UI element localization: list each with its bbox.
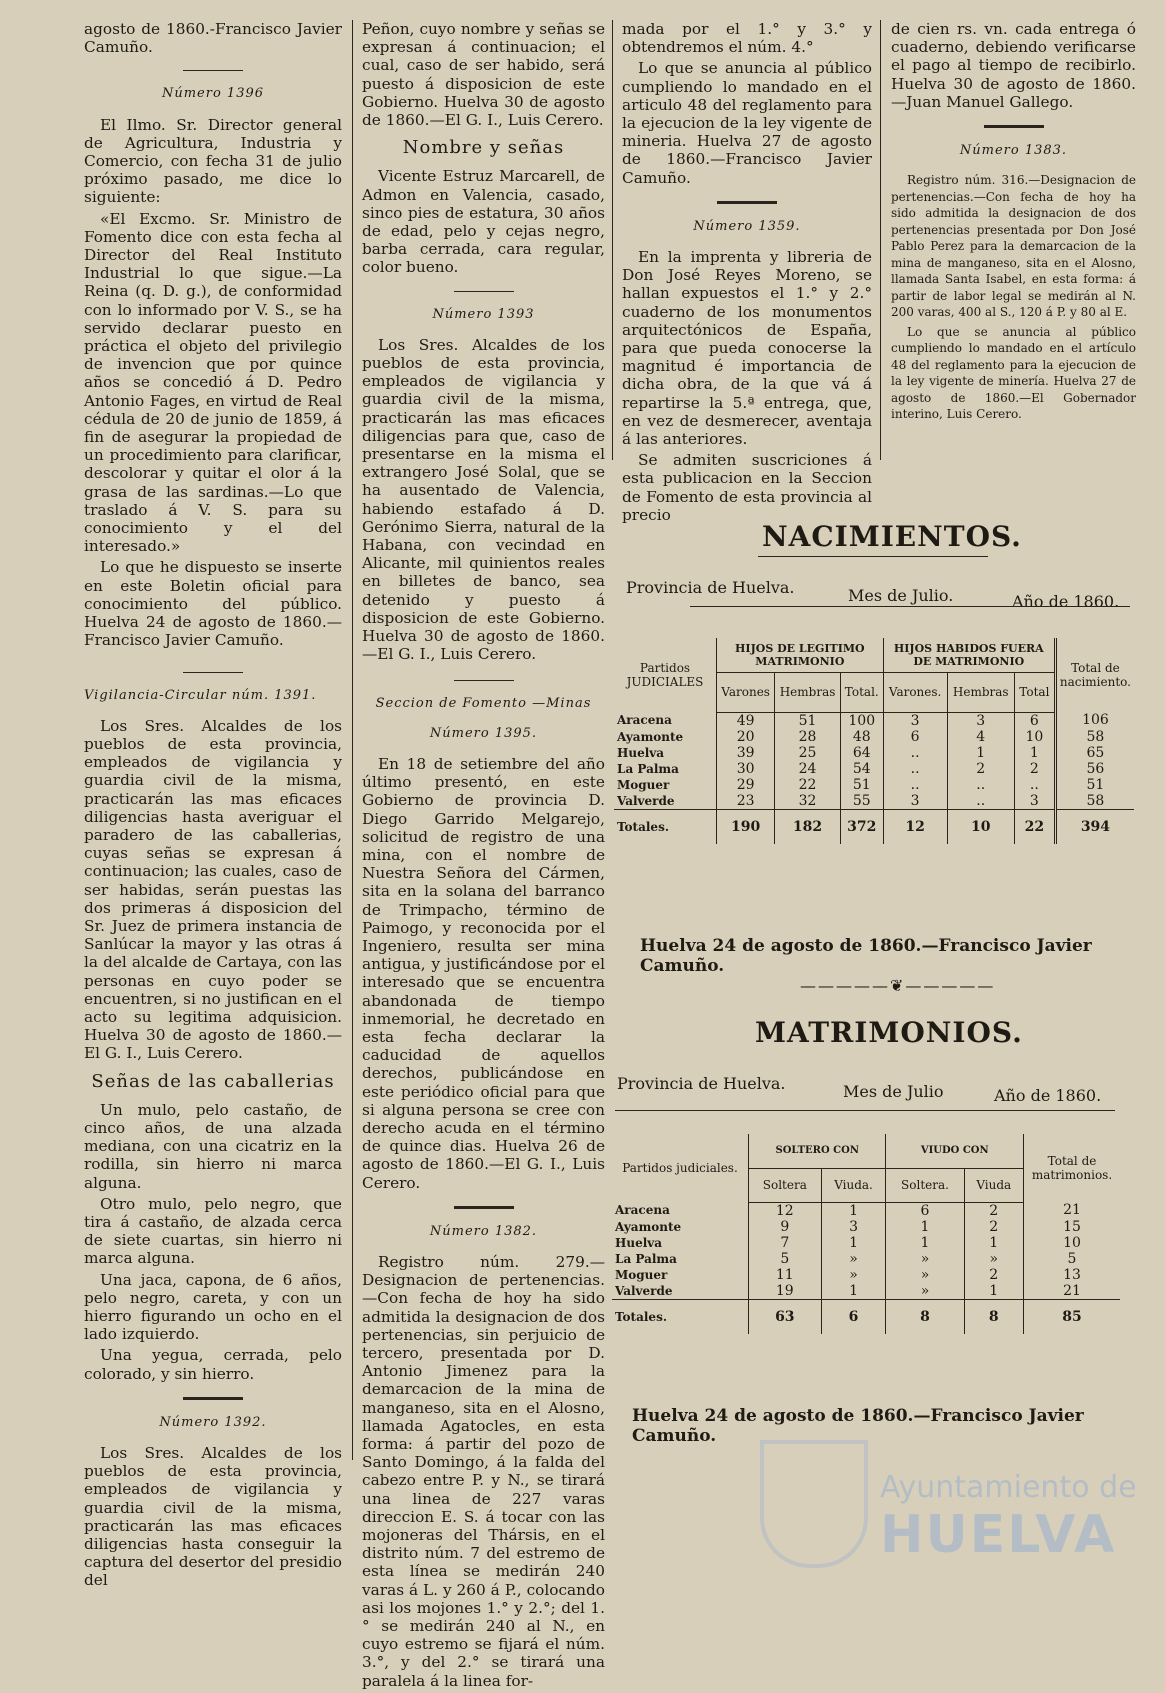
sub-header: Viuda. xyxy=(821,1168,886,1202)
notice-number: Número 1382. xyxy=(429,1223,538,1239)
births-title: NACIMIENTOS. xyxy=(762,520,1022,553)
row-label: Valverde xyxy=(615,1283,673,1298)
table-cell: 29 xyxy=(717,777,775,793)
watermark-line2: HUELVA xyxy=(880,1505,1117,1565)
paragraph: Los Sres. Alcaldes de los pueblos de esta provincia, empleados de vigilancia y guardia civil de la misma, practicarán las mas eficaces diligencias para que, caso de presentarse en la misma el extrangero José Solal, que se ha ausentado de Valencia, habiendo estafado á D. Gerónimo Sierra, natural de la Habana, con vecindad en Alicante, mil quinientos reales en billetes de banco, sea detenido y puesto á disposicion de este Gobierno. Huelva 30 de agosto de 1860. —El G. I., Luis Cerero. xyxy=(362,335,605,664)
table-cell: 9 xyxy=(749,1219,822,1235)
table-cell: .. xyxy=(947,777,1014,793)
table-cell: 182 xyxy=(775,809,841,844)
column-rule xyxy=(612,20,613,460)
paragraph: Vicente Estruz Marcarell, de Admon en Valencia, casado, sinco pies de estatura, 30 años de edad, pelo y cejas negro, barba cerrada, cara regular, color bueno. xyxy=(362,167,605,277)
table-cell: 6 xyxy=(883,729,947,745)
table-cell: 32 xyxy=(775,793,841,810)
table-cell: 85 xyxy=(1024,1299,1121,1334)
table-row xyxy=(612,1251,1120,1267)
table-cell: 190 xyxy=(717,809,775,844)
sub-header: Soltera xyxy=(749,1168,822,1202)
table-cell: 10 xyxy=(947,809,1014,844)
table-cell: 21 xyxy=(1024,1283,1121,1300)
row-label: Ayamonte xyxy=(615,1219,682,1234)
row-label: La Palma xyxy=(615,1251,677,1266)
notice-number: Vigilancia-Circular núm. 1391. xyxy=(84,687,317,703)
table-cell: 20 xyxy=(717,729,775,745)
paragraph: de cien rs. vn. cada entrega ó cuaderno, debiendo verificarse el pago al tiempo de recibirlo. Huelva 30 de agosto de 1860.—Juan Manuel Gallego. xyxy=(891,20,1136,111)
table-cell: 1 xyxy=(821,1235,886,1251)
column-rule xyxy=(880,20,881,460)
section-subheading: Señas de las caballerias xyxy=(91,1070,335,1092)
row-label: Moguer xyxy=(617,777,670,792)
column-rule xyxy=(352,20,353,1460)
marriages-table xyxy=(612,1134,1120,1334)
divider xyxy=(454,680,514,681)
sub-header: Hembras xyxy=(947,672,1014,712)
table-cell: 21 xyxy=(1024,1202,1121,1219)
paragraph: En la imprenta y libreria de Don José Reyes Moreno, se hallan expuestos el 1.° y 2.° cuaderno de los monumentos arquitectónicos de España, para que pueda conocerse la magnitud é importancia de dicha obra, de la que vá á repartirse la 5.ª entrega, que, en vez de desmerecer, aventaja á las anteriores. xyxy=(622,248,872,449)
row-label: Totales. xyxy=(614,809,717,844)
col-header-outside: HIJOS HABIDOS FUERA DE MATRIMONIO xyxy=(883,638,1055,672)
divider xyxy=(984,125,1044,128)
table-cell: 3 xyxy=(947,712,1014,729)
table-cell: 54 xyxy=(840,761,883,777)
header-rule xyxy=(690,606,1130,607)
table-cell: 1 xyxy=(886,1235,964,1251)
province-label: Provincia de Huelva. xyxy=(617,1074,786,1093)
province-label: Provincia de Huelva. xyxy=(626,578,795,597)
column-2 xyxy=(362,20,605,1693)
sub-header: Total. xyxy=(840,672,883,712)
table-cell: 5 xyxy=(749,1251,822,1267)
paragraph: Lo que se anuncia al público cumpliendo lo mandado en el articulo 48 del reglamento para la ejecucion de la ley vigente de mineria. Huelva 27 de agosto de 1860.—Francisco Javier Camuño. xyxy=(622,59,872,187)
table-cell: » xyxy=(821,1251,886,1267)
notice-number: Número 1392. xyxy=(159,1414,267,1430)
table-cell: 23 xyxy=(717,793,775,810)
col-header-single: SOLTERO CON xyxy=(749,1134,886,1168)
table-cell: 1 xyxy=(821,1283,886,1300)
totals-row xyxy=(614,809,1134,844)
table-cell: 2 xyxy=(964,1219,1024,1235)
sub-header: Viuda xyxy=(964,1168,1024,1202)
table-cell: 48 xyxy=(840,729,883,745)
table-cell: 19 xyxy=(749,1283,822,1300)
row-label: Aracena xyxy=(615,1203,670,1218)
table-row xyxy=(612,1235,1120,1251)
table-cell: 10 xyxy=(1014,729,1055,745)
table-cell: 64 xyxy=(840,745,883,761)
coat-of-arms-watermark xyxy=(760,1440,868,1568)
row-label: Totales. xyxy=(612,1299,749,1334)
table-cell: 22 xyxy=(1014,809,1055,844)
table-cell: 15 xyxy=(1024,1219,1121,1235)
paragraph: mada por el 1.° y 3.° y obtendremos el núm. 4.° xyxy=(622,20,872,57)
table-row xyxy=(612,1202,1120,1219)
paragraph: Los Sres. Alcaldes de los pueblos de esta provincia, empleados de vigilancia y guardia civil de la misma, practicarán las mas eficaces diligencias hasta conseguir la captura del desertor del presidio del xyxy=(84,1444,342,1590)
section-subheading: Nombre y señas xyxy=(402,137,565,159)
table-cell: .. xyxy=(883,745,947,761)
paragraph: «El Excmo. Sr. Ministro de Fomento dice con esta fecha al Director del Real Instituto Industrial lo que sigue.—La Reina (q. D. g.), de conformidad con lo informado por V. S., se ha servido declarar puesto en práctica el objeto del privilegio de invencion que por quince años se concedió á D. Pedro Antonio Fages, en virtud de Real cédula de 20 de junio de 1859, á fin de asegurar la propiedad de un procedimiento para clarificar, descolorar y quitar el olor á la grasa de las sardinas.—Lo que traslado á V. S. para su conocimiento y el del interesado.» xyxy=(84,209,342,556)
sub-header: Varones. xyxy=(883,672,947,712)
year-label: Año de 1860. xyxy=(994,1086,1102,1105)
table-row xyxy=(614,793,1134,810)
births-footer: Huelva 24 de agosto de 1860.—Francisco Javier Camuño. xyxy=(640,936,1092,976)
table-row xyxy=(614,712,1134,729)
row-label: Moguer xyxy=(615,1267,668,1282)
row-label: Huelva xyxy=(617,745,665,760)
table-cell: 56 xyxy=(1055,761,1134,777)
table-cell: 12 xyxy=(749,1202,822,1219)
table-cell: 51 xyxy=(840,777,883,793)
paragraph: Registro núm. 316.—Designacion de pertenencias.—Con fecha de hoy ha sido admitida la designacion de dos pertenencias presentada por Don José Pablo Perez para la demarcacion de la mina de manganeso, sita en el Alosno, llamada Santa Isabel, en esta forma: á partir de labor legal se medirán al N. 200 varas, 400 al S., 120 á P. y 80 al E. xyxy=(891,173,1136,320)
watermark xyxy=(880,1470,1137,1565)
row-label: Valverde xyxy=(617,793,675,808)
table-cell: 22 xyxy=(775,777,841,793)
table-cell: 1 xyxy=(821,1202,886,1219)
paragraph: Una jaca, capona, de 6 años, pelo negro, careta, y con un hierro figurando un ocho en el lado izquierdo. xyxy=(84,1270,342,1344)
divider xyxy=(454,291,514,292)
col-header-total: Total de matrimonios. xyxy=(1024,1134,1121,1202)
table-row xyxy=(614,729,1134,745)
watermark-line1: Ayuntamiento de xyxy=(880,1470,1137,1505)
divider xyxy=(183,70,243,71)
paragraph: El Ilmo. Sr. Director general de Agricultura, Industria y Comercio, con fecha 31 de julio próximo pasado, me dice lo siguiente: xyxy=(84,115,342,207)
table-cell: 24 xyxy=(775,761,841,777)
table-cell: 3 xyxy=(821,1219,886,1235)
table-cell: 65 xyxy=(1055,745,1134,761)
table-row xyxy=(612,1267,1120,1283)
table-cell: » xyxy=(886,1267,964,1283)
divider xyxy=(454,1206,514,1209)
table-cell: .. xyxy=(883,777,947,793)
table-cell: » xyxy=(886,1283,964,1300)
divider xyxy=(717,201,777,204)
table-cell: 4 xyxy=(947,729,1014,745)
table-cell: 39 xyxy=(717,745,775,761)
table-cell: 55 xyxy=(840,793,883,810)
notice-number: Número 1393 xyxy=(432,306,535,322)
sub-header: Hembras xyxy=(775,672,841,712)
column-4 xyxy=(891,20,1136,426)
row-label: Huelva xyxy=(615,1235,663,1250)
table-cell: 394 xyxy=(1055,809,1134,844)
sub-header: Varones xyxy=(717,672,775,712)
section-heading: Seccion de Fomento —Minas xyxy=(375,695,592,711)
table-cell: 58 xyxy=(1055,729,1134,745)
table-cell: 6 xyxy=(821,1299,886,1334)
continued-text: agosto de 1860.-Francisco Javier Camuño. xyxy=(84,20,342,57)
table-cell: 2 xyxy=(947,761,1014,777)
table-cell: 6 xyxy=(1014,712,1055,729)
marriages-title: MATRIMONIOS. xyxy=(755,1016,1023,1049)
divider xyxy=(183,1397,243,1400)
table-cell: 10 xyxy=(1024,1235,1121,1251)
table-cell: 13 xyxy=(1024,1267,1121,1283)
table-cell: 1 xyxy=(964,1283,1024,1300)
marriages-footer: Huelva 24 de agosto de 1860.—Francisco Javier Camuño. xyxy=(632,1406,1084,1446)
col-header-legitimate: HIJOS DE LEGITIMO MATRIMONIO xyxy=(717,638,884,672)
col-header-partidos: Partidos JUDICIALES xyxy=(626,661,704,689)
sub-header: Total xyxy=(1014,672,1055,712)
year-label: Año de 1860. xyxy=(1012,592,1120,611)
paragraph: Otro mulo, pelo negro, que tira á castaño, de alzada cerca de siete cuartas, sin hierro ni marca alguna. xyxy=(84,1194,342,1268)
table-cell: 2 xyxy=(964,1267,1024,1283)
table-row xyxy=(614,761,1134,777)
table-cell: 8 xyxy=(886,1299,964,1334)
paragraph: Los Sres. Alcaldes de los pueblos de esta provincia, empleados de vigilancia y guardia civil de la misma, practicarán las mas eficaces diligencias hasta averiguar el paradero de las caballerias, cuyas señas se expresan á continuacion; las cuales, caso de ser habidas, serán puestas las dos primeras á disposicion del Sr. Juez de primera instancia de Sanlúcar la mayor y las otras á la del alcalde de Cartaya, con las personas en cuyo poder se encuentren, si no justifican en el acto su legitima adquisicion. Huelva 30 de agosto de 1860.—El G. I., Luis Cerero. xyxy=(84,716,342,1063)
notice-number: Número 1395. xyxy=(429,725,538,741)
paragraph: Lo que he dispuesto se inserte en este Boletin oficial para conocimiento del público. Huelva 24 de agosto de 1860.—Francisco Javier Camuño. xyxy=(84,558,342,650)
notice-number: Número 1359. xyxy=(693,218,801,234)
table-row xyxy=(614,745,1134,761)
table-cell: 58 xyxy=(1055,793,1134,810)
title-underline xyxy=(758,556,988,557)
col-header-total: Total de nacimiento. xyxy=(1055,638,1134,712)
totals-row xyxy=(612,1299,1120,1334)
table-cell: 51 xyxy=(775,712,841,729)
table-cell: 8 xyxy=(964,1299,1024,1334)
notice-number: Número 1383. xyxy=(959,143,1068,159)
row-label: Ayamonte xyxy=(617,729,684,744)
paragraph: Peñon, cuyo nombre y señas se expresan á continuacion; el cual, caso de ser habido, será puesto á disposicion de este Gobierno. Huelva 30 de agosto de 1860.—El G. I., Luis Cerero. xyxy=(362,20,605,130)
table-cell: .. xyxy=(947,793,1014,810)
table-cell: 5 xyxy=(1024,1251,1121,1267)
notice-number: Número 1396 xyxy=(161,86,265,102)
table-cell: 2 xyxy=(964,1202,1024,1219)
table-cell: 51 xyxy=(1055,777,1134,793)
column-3 xyxy=(622,20,872,527)
row-label: La Palma xyxy=(617,761,679,776)
ornament: —————❦————— xyxy=(800,976,996,995)
divider xyxy=(183,672,243,673)
table-cell: 12 xyxy=(883,809,947,844)
table-cell: » xyxy=(886,1251,964,1267)
col-header-widower: VIUDO CON xyxy=(886,1134,1024,1168)
table-cell: 1 xyxy=(964,1235,1024,1251)
month-label: Mes de Julio xyxy=(843,1082,944,1101)
sub-header: Soltera. xyxy=(886,1168,964,1202)
table-row xyxy=(612,1283,1120,1300)
births-table xyxy=(614,638,1134,844)
table-cell: 63 xyxy=(749,1299,822,1334)
table-row xyxy=(614,777,1134,793)
table-cell: 7 xyxy=(749,1235,822,1251)
table-cell: 106 xyxy=(1055,712,1134,729)
table-cell: 3 xyxy=(883,712,947,729)
table-cell: .. xyxy=(883,761,947,777)
paragraph: En 18 de setiembre del año último presentó, en este Gobierno de provincia D. Diego Garrido Melgarejo, solicitud de registro de una mina, con el nombre de Nuestra Señora del Cármen, sita en la solana del barranco de Trimpacho, término de Paimogo, y reconocida por el Ingeniero, resulta ser mina antigua, y justificándose por el interesado que se encuentra abandonada de tiempo inmemorial, he decretado en esta fecha declarar la caducidad de aquellos derechos, publicándose en este periódico oficial para que si alguna persona se cree con derecho acuda en el término de quince dias. Huelva 26 de agosto de 1860.—El G. I., Luis Cerero. xyxy=(362,754,605,1192)
paragraph: Se admiten suscriciones á esta publicacion en la Seccion de Fomento de esta provincia al precio xyxy=(622,451,872,524)
table-cell: 49 xyxy=(717,712,775,729)
table-cell: 1 xyxy=(947,745,1014,761)
table-cell: 100 xyxy=(840,712,883,729)
table-cell: » xyxy=(964,1251,1024,1267)
table-cell: 372 xyxy=(840,809,883,844)
table-cell: 28 xyxy=(775,729,841,745)
paragraph: Registro núm. 279.—Designacion de pertenencias.—Con fecha de hoy ha sido admitida la designacion de dos pertenencias, sin perjuicio de tercero, presentada por D. Antonio Jimenez para la demarcacion de la mina de manganeso, sita en el Alosno, llamada Agatocles, en esta forma: á partir del pozo de Santo Domingo, á la falda del cabezo entre P. y N., se tirará una linea de 227 varas direccion E. S. á tocar con las mojoneras del Thársis, en el distrito núm. 7 del estremo de esta línea se medirán 240 varas á L. y 260 á P., colocando asi los mojones 1.° y 2.°; del 1.° se medirán 240 al N., en cuyo estremo se fijará el núm. 3.°, y del 2.° se tirará una paralela á la linea for- xyxy=(362,1252,605,1690)
table-cell: 3 xyxy=(1014,793,1055,810)
table-cell: 30 xyxy=(717,761,775,777)
table-cell: 1 xyxy=(886,1219,964,1235)
table-cell: .. xyxy=(1014,777,1055,793)
table-cell: 6 xyxy=(886,1202,964,1219)
table-cell: 25 xyxy=(775,745,841,761)
paragraph: Lo que se anuncia al público cumpliendo lo mandado en el artículo 48 del reglamento para la ejecucion de la ley vigente de minería. Huelva 27 de agosto de 1860.—El Gobernador interino, Luis Cerero. xyxy=(891,324,1136,422)
column-1 xyxy=(84,20,342,1593)
table-cell: 2 xyxy=(1014,761,1055,777)
paragraph: Una yegua, cerrada, pelo colorado, y sin hierro. xyxy=(84,1346,342,1383)
paragraph: Un mulo, pelo castaño, de cinco años, de una alzada mediana, con una cicatriz en la rodilla, sin hierro ni marca alguna. xyxy=(84,1100,342,1192)
col-header-partidos: Partidos judiciales. xyxy=(622,1161,738,1175)
table-row xyxy=(612,1219,1120,1235)
table-cell: 3 xyxy=(883,793,947,810)
table-cell: » xyxy=(821,1267,886,1283)
row-label: Aracena xyxy=(617,713,672,728)
month-label: Mes de Julio. xyxy=(848,586,954,605)
header-rule xyxy=(615,1110,1115,1111)
table-cell: 1 xyxy=(1014,745,1055,761)
table-cell: 11 xyxy=(749,1267,822,1283)
